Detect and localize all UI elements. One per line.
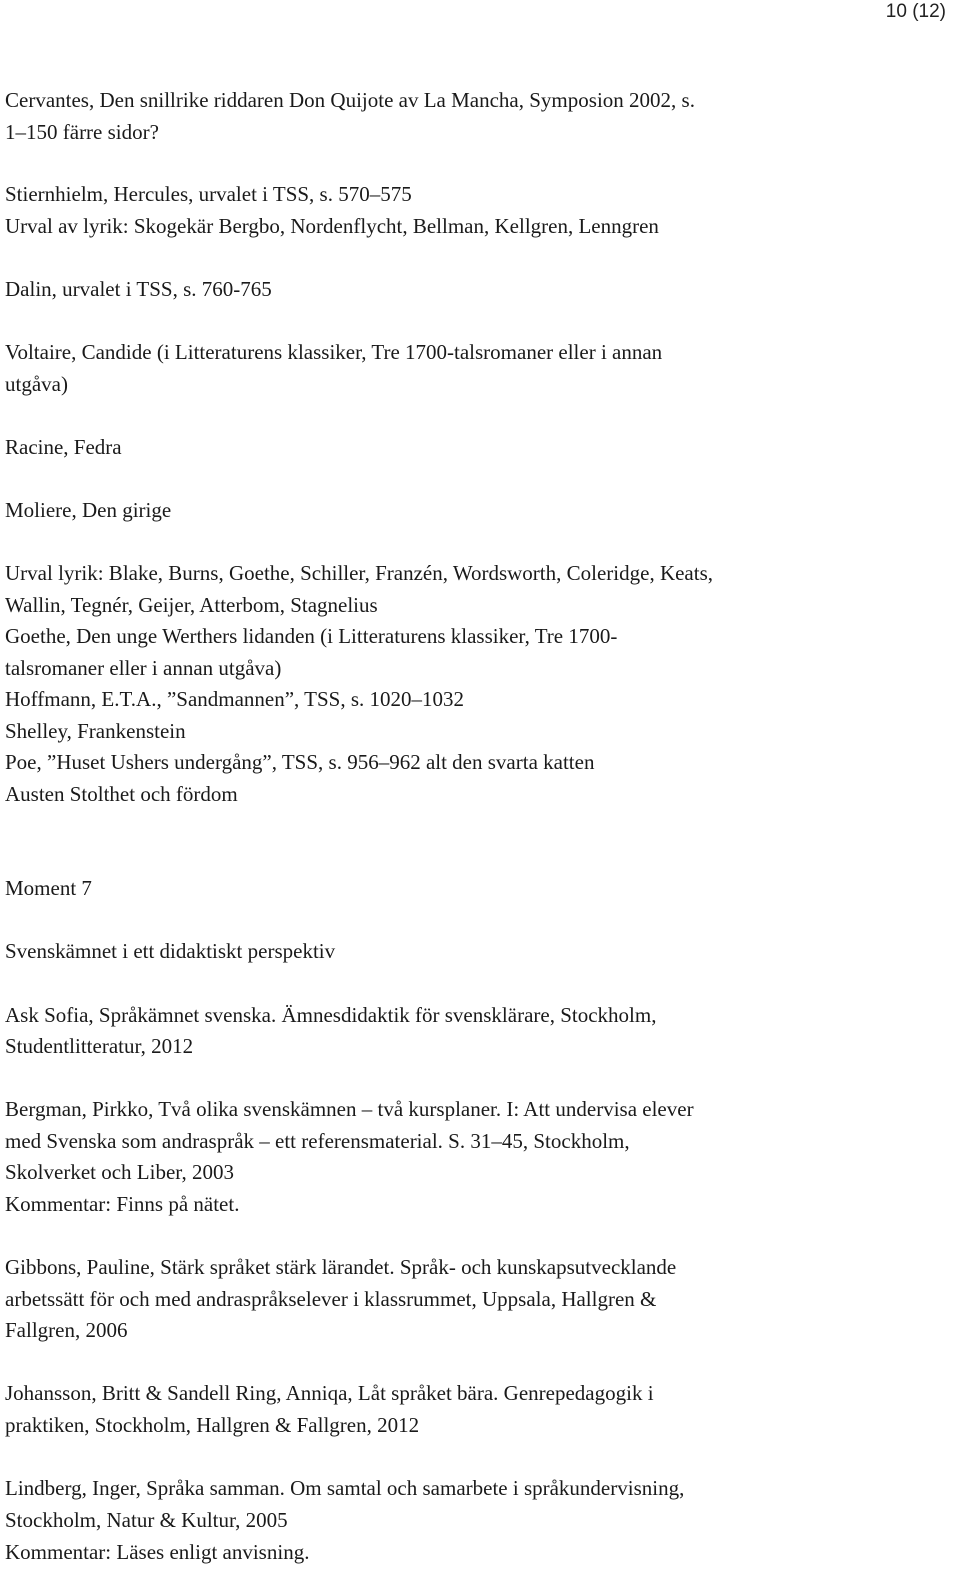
text-line: arbetssätt för och med andraspråkselever i klassrummet, Uppsala, Hallgren & [5,1287,657,1311]
text-line: Kommentar: Finns på nätet. [5,1192,240,1216]
text-line: 1–150 färre sidor? [5,120,159,144]
text-line: Gibbons, Pauline, Stärk språket stärk lärandet. Språk- och kunskapsutvecklande [5,1255,677,1279]
page-number: 10 (12) [885,1,946,22]
text-line: Stockholm, Natur & Kultur, 2005 [5,1508,288,1532]
text-line: Wallin, Tegnér, Geijer, Atterbom, Stagnelius [5,593,378,617]
section-subheading: Svenskämnet i ett didaktiskt perspektiv [5,939,336,963]
text-line: Ask Sofia, Språkämnet svenska. Ämnesdidaktik för svensklärare, Stockholm, [5,1003,657,1027]
text-line: utgåva) [5,372,68,396]
text-line: Hoffmann, E.T.A., ”Sandmannen”, TSS, s. 1020–1032 [5,687,465,711]
text-line: Johansson, Britt & Sandell Ring, Anniqa, Låt språket bära. Genrepedagogik i [5,1381,654,1405]
text-line: med Svenska som andraspråk – ett referensmaterial. S. 31–45, Stockholm, [5,1129,630,1153]
text-line: Goethe, Den unge Werthers lidanden (i Litteraturens klassiker, Tre 1700- [5,624,618,648]
text-line: talsromaner eller i annan utgåva) [5,656,282,680]
text-line: Moliere, Den girige [5,498,172,522]
text-line: Studentlitteratur, 2012 [5,1034,194,1058]
text-line: praktiken, Stockholm, Hallgren & Fallgren, 2012 [5,1413,420,1437]
text-line: Bergman, Pirkko, Två olika svenskämnen – två kursplaner. I: Att undervisa elever [5,1097,694,1121]
text-line: Voltaire, Candide (i Litteraturens klassiker, Tre 1700-talsromaner eller i annan [5,340,663,364]
text-line: Stiernhielm, Hercules, urvalet i TSS, s. 570–575 [5,182,412,206]
text-line: Fallgren, 2006 [5,1318,128,1342]
text-line: Urval lyrik: Blake, Burns, Goethe, Schiller, Franzén, Wordsworth, Coleridge, Keats, [5,561,714,585]
text-line: Lindberg, Inger, Språka samman. Om samtal och samarbete i språkundervisning, [5,1476,685,1500]
text-line: Dalin, urvalet i TSS, s. 760-765 [5,277,272,301]
section-heading: Moment 7 [5,876,92,900]
text-line: Shelley, Frankenstein [5,719,186,743]
text-line: Cervantes, Den snillrike riddaren Don Quijote av La Mancha, Symposion 2002, s. [5,88,695,112]
text-line: Poe, ”Huset Ushers undergång”, TSS, s. 956–962 alt den svarta katten [5,750,595,774]
text-line: Racine, Fedra [5,435,122,459]
text-line: Austen Stolthet och fördom [5,782,238,806]
text-line: Skolverket och Liber, 2003 [5,1160,234,1184]
text-line: Urval av lyrik: Skogekär Bergbo, Nordenflycht, Bellman, Kellgren, Lenngren [5,214,659,238]
text-line: Kommentar: Läses enligt anvisning. [5,1540,310,1564]
